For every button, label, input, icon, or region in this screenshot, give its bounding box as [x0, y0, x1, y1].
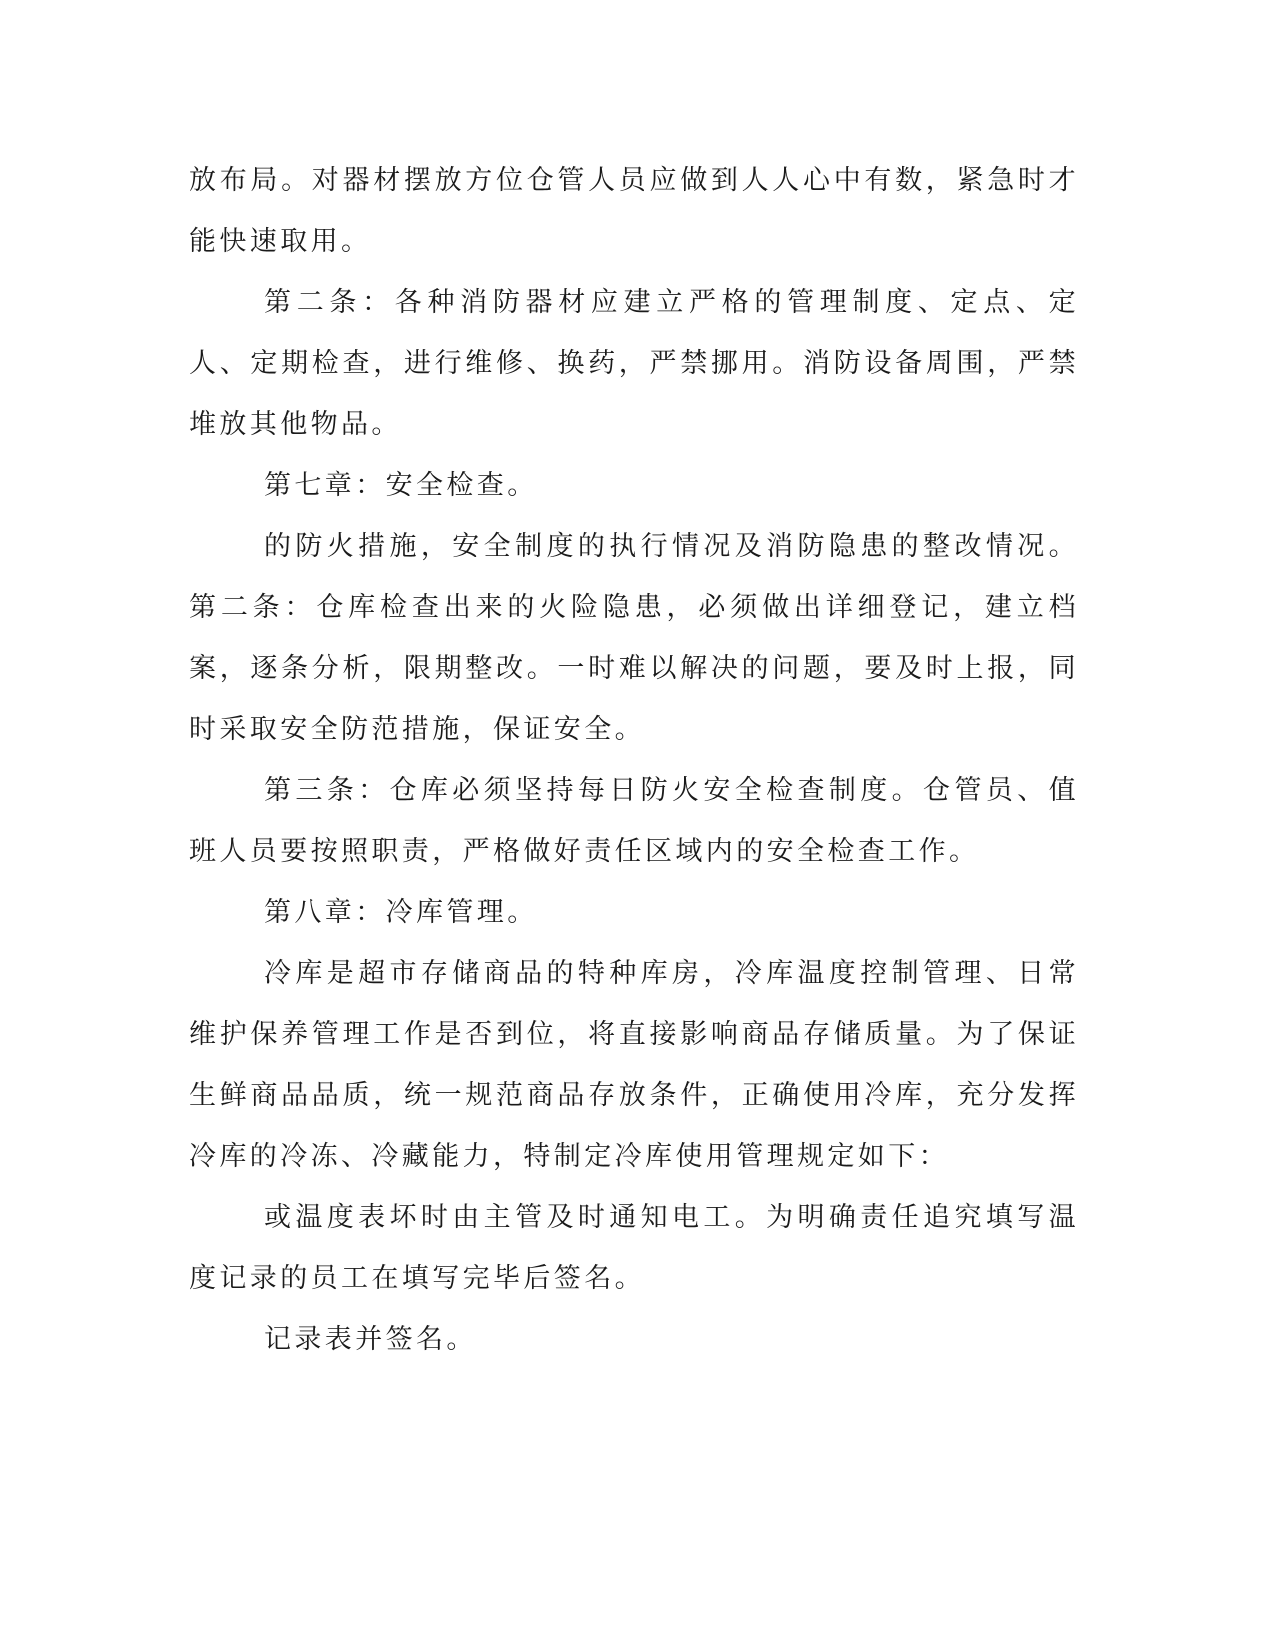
paragraph-record-sign: 记录表并签名。	[264, 1324, 477, 1355]
document-body	[189, 150, 1079, 1370]
heading-chapter-7: 第七章：安全检查。	[264, 470, 538, 501]
paragraph-article-3-daily-inspection: 第三条：仓库必须坚持每日防火安全检查制度。仓管员、值班人员要按照职责，严格做好责任区域内的安全检查工作。	[189, 775, 1079, 867]
paragraph-layout-continuation: 放布局。对器材摆放方位仓管人员应做到人人心中有数，紧急时才能快速取用。	[189, 165, 1079, 257]
paragraph-article-2-fire-equipment: 第二条：各种消防器材应建立严格的管理制度、定点、定人、定期检查，进行维修、换药，严禁挪用。消防设备周围，严禁堆放其他物品。	[189, 287, 1079, 440]
heading-chapter-8: 第八章：冷库管理。	[264, 897, 538, 928]
paragraph-thermometer-record: 或温度表坏时由主管及时通知电工。为明确责任追究填写温度记录的员工在填写完毕后签名。	[189, 1202, 1079, 1294]
paragraph-inspection-continuation: 的防火措施，安全制度的执行情况及消防隐患的整改情况。第二条：仓库检查出来的火险隐患，必须做出详细登记，建立档案，逐条分析，限期整改。一时难以解决的问题，要及时上报，同时采取安全防范措施，保证安全。	[189, 531, 1079, 745]
paragraph-cold-storage-intro: 冷库是超市存储商品的特种库房，冷库温度控制管理、日常维护保养管理工作是否到位，将直接影响商品存储质量。为了保证生鲜商品品质，统一规范商品存放条件，正确使用冷库，充分发挥冷库的冷冻、冷藏能力，特制定冷库使用管理规定如下：	[189, 958, 1079, 1172]
